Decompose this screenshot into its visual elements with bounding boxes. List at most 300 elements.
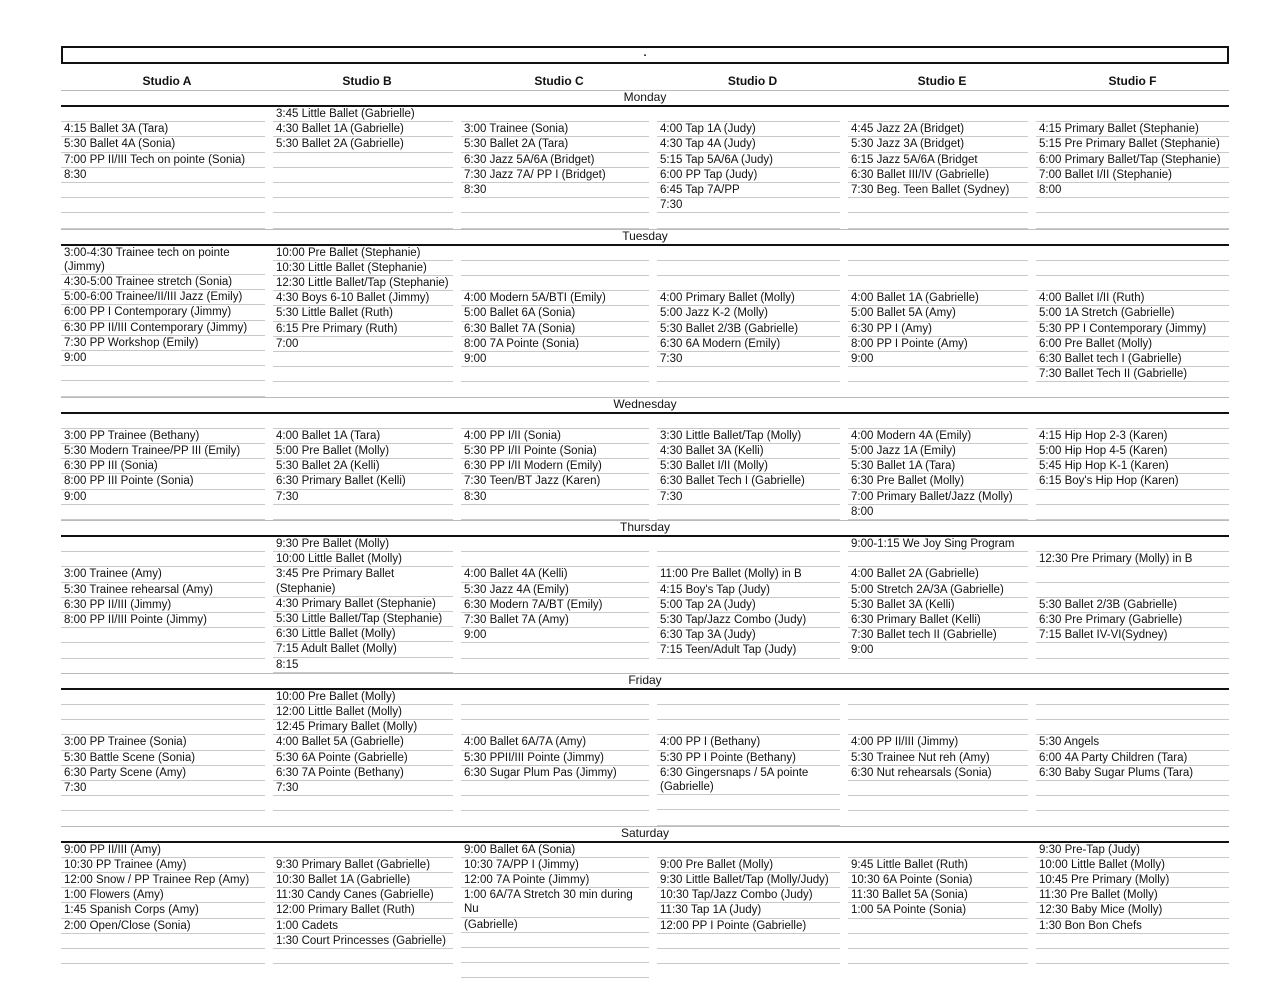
schedule-cell [461, 505, 649, 520]
schedule-cell: 10:30 Ballet 1A (Gabrielle) [273, 873, 453, 888]
schedule-cell [273, 414, 453, 429]
schedule-cell: 1:30 Court Princesses (Gabrielle) [273, 934, 453, 949]
schedule-cell [273, 505, 453, 520]
schedule-cell [657, 949, 840, 964]
schedule-cell [1036, 643, 1229, 658]
schedule-cell: 5:30 PPII/III Pointe (Jimmy) [461, 751, 649, 766]
schedule-cell: 4:00 Ballet 4A (Kelli) [461, 567, 649, 582]
schedule-cell [61, 949, 265, 964]
schedule-cell: 5:30 Ballet 3A (Kelli) [848, 598, 1028, 613]
schedule-cell: 9:00 Ballet 6A (Sonia) [461, 843, 649, 858]
schedule-cell [273, 183, 453, 198]
schedule-cell: 5:30 Modern Trainee/PP III (Emily) [61, 444, 265, 459]
studio-column [657, 843, 848, 979]
schedule-cell: 6:30 Gingersnaps / 5A pointe (Gabrielle) [657, 766, 840, 795]
schedule-cell [61, 366, 265, 381]
schedule-cell [61, 552, 265, 567]
schedule-cell [61, 628, 265, 643]
schedule-cell: 8:00 PP I Pointe (Amy) [848, 337, 1028, 352]
studio-column [657, 107, 848, 229]
schedule-cell: 4:00 Ballet 5A (Gabrielle) [273, 735, 453, 750]
schedule-cell: 5:30 6A Pointe (Gabrielle) [273, 751, 453, 766]
schedule-cell: 6:15 Pre Primary (Ruth) [273, 322, 453, 337]
schedule-cell [273, 168, 453, 183]
schedule-cell: 1:00 Flowers (Amy) [61, 888, 265, 903]
schedule-cell [1036, 414, 1229, 429]
schedule-cell: 5:00 Ballet 5A (Amy) [848, 306, 1028, 321]
schedule-cell: 8:00 [1036, 183, 1229, 198]
schedule-cell [1036, 107, 1229, 122]
schedule-cell [657, 810, 840, 825]
day-band-monday: Monday [61, 90, 1229, 107]
schedule-cell: 10:30 6A Pointe (Sonia) [848, 873, 1028, 888]
schedule-cell: (Gabrielle) [461, 918, 649, 933]
schedule-cell [461, 552, 649, 567]
studio-column [61, 246, 273, 397]
schedule-cell [1036, 490, 1229, 505]
schedule-cell: 4:00 Ballet 1A (Tara) [273, 429, 453, 444]
studio-column [1036, 690, 1229, 826]
schedule-cell: 10:30 7A/PP I (Jimmy) [461, 858, 649, 873]
schedule-cell [461, 948, 649, 963]
schedule-cell: 5:15 Tap 5A/6A (Judy) [657, 153, 840, 168]
schedule-cell [848, 213, 1028, 228]
schedule-cell: 6:15 Boy's Hip Hop (Karen) [1036, 474, 1229, 489]
studio-column [1036, 843, 1229, 979]
schedule-cell: 5:30 Ballet 1A (Tara) [848, 459, 1028, 474]
schedule-cell [1036, 705, 1229, 720]
schedule-cell: 7:30 [273, 490, 453, 505]
schedule-cell: 4:00 PP I (Bethany) [657, 735, 840, 750]
schedule-cell [1036, 583, 1229, 598]
schedule-cell: 6:00 PP I Contemporary (Jimmy) [61, 305, 265, 320]
schedule-cell: 3:00 PP Trainee (Bethany) [61, 429, 265, 444]
studio-column [273, 690, 461, 826]
schedule-cell [848, 690, 1028, 705]
schedule-cell: 3:45 Pre Primary Ballet (Stephanie) [273, 567, 453, 596]
schedule-cell [461, 690, 649, 705]
schedule-cell: 4:30-5:00 Trainee stretch (Sonia) [61, 275, 265, 290]
schedule-cell [61, 505, 265, 520]
schedule-cell [657, 261, 840, 276]
studio-column [461, 690, 657, 826]
schedule-cell [1036, 567, 1229, 582]
schedule-cell: 2:00 Open/Close (Sonia) [61, 919, 265, 934]
schedule-cell: 9:45 Little Ballet (Ruth) [848, 858, 1028, 873]
schedule-cell: 3:00 PP Trainee (Sonia) [61, 735, 265, 750]
schedule-cell [657, 505, 840, 520]
studio-column [657, 246, 848, 397]
schedule-cell [1036, 505, 1229, 520]
studio-column [1036, 107, 1229, 229]
schedule-cell [61, 796, 265, 811]
schedule-cell [848, 107, 1028, 122]
schedule-cell: 3:00-4:30 Trainee tech on pointe (Jimmy) [61, 246, 265, 275]
day-grid [61, 107, 1229, 229]
schedule-cell [657, 552, 840, 567]
studio-column [657, 414, 848, 520]
schedule-cell: 12:30 Pre Primary (Molly) in B [1036, 552, 1229, 567]
schedule-cell: 6:30 Little Ballet (Molly) [273, 627, 453, 642]
schedule-cell [61, 720, 265, 735]
studio-column [61, 537, 273, 673]
schedule-cell [1036, 213, 1229, 228]
studio-column [61, 843, 273, 979]
schedule-cell: 4:30 Ballet 1A (Gabrielle) [273, 122, 453, 137]
day-grid [61, 246, 1229, 397]
schedule-cell: 7:30 [657, 352, 840, 367]
schedule-cell [461, 720, 649, 735]
schedule-cell: 6:00 4A Party Children (Tara) [1036, 751, 1229, 766]
schedule-cell: 4:30 Primary Ballet (Stephanie) [273, 597, 453, 612]
schedule-cell: 1:45 Spanish Corps (Amy) [61, 903, 265, 918]
schedule-cell: 9:00 [461, 352, 649, 367]
schedule-cell: 6:30 Pre Ballet (Molly) [848, 474, 1028, 489]
schedule-cell [273, 796, 453, 811]
schedule-cell: 6:30 Party Scene (Amy) [61, 766, 265, 781]
schedule-cell [848, 246, 1028, 261]
schedule-cell: 9:30 Pre-Tap (Judy) [1036, 843, 1229, 858]
schedule-cell: 1:00 5A Pointe (Sonia) [848, 903, 1028, 918]
schedule-cell: 10:00 Little Ballet (Molly) [1036, 858, 1229, 873]
schedule-cell [461, 246, 649, 261]
schedule-cell: 7:00 Primary Ballet/Jazz (Molly) [848, 490, 1028, 505]
schedule-cell [461, 198, 649, 213]
schedule-cell: 4:00 PP II/III (Jimmy) [848, 735, 1028, 750]
schedule-cell: 6:30 PP II/III Contemporary (Jimmy) [61, 321, 265, 336]
schedule-cell: 4:15 Ballet 3A (Tara) [61, 122, 265, 137]
schedule-cell [273, 198, 453, 213]
studio-column [848, 107, 1036, 229]
schedule-cell [461, 367, 649, 382]
studio-header-row [61, 64, 1229, 90]
schedule-cell: 4:00 Ballet I/II (Ruth) [1036, 291, 1229, 306]
schedule-cell: 9:00 [848, 643, 1028, 658]
studio-column [273, 537, 461, 673]
schedule-cell: 4:00 PP I/II (Sonia) [461, 429, 649, 444]
schedule-cell: 12:00 7A Pointe (Jimmy) [461, 873, 649, 888]
schedule-cell [657, 690, 840, 705]
day-band-saturday: Saturday [61, 826, 1229, 843]
schedule-cell [657, 367, 840, 382]
schedule-cell [1036, 198, 1229, 213]
studio-column [61, 690, 273, 826]
schedule-cell: 6:30 Tap 3A (Judy) [657, 628, 840, 643]
schedule-cell: 5:30 Trainee Nut reh (Amy) [848, 751, 1028, 766]
schedule-cell [273, 352, 453, 367]
studio-column [848, 537, 1036, 673]
schedule-cell [848, 552, 1028, 567]
studio-header: Studio C [534, 74, 584, 88]
schedule-cell: 12:30 Baby Mice (Molly) [1036, 903, 1229, 918]
day-band-friday: Friday [61, 673, 1229, 690]
schedule-cell: 8:15 [273, 658, 453, 673]
schedule-cell [61, 934, 265, 949]
schedule-cell [273, 949, 453, 964]
schedule-cell [657, 843, 840, 858]
studio-column [61, 107, 273, 229]
schedule-cell: 5:00 Pre Ballet (Molly) [273, 444, 453, 459]
schedule-cell: 5:30 PP I/II Pointe (Sonia) [461, 444, 649, 459]
schedule-cell: 7:30 Jazz 7A/ PP I (Bridget) [461, 168, 649, 183]
schedule-cell: 5:30 PP I Contemporary (Jimmy) [1036, 322, 1229, 337]
studio-header: Studio B [342, 74, 392, 88]
schedule-cell: 6:30 Pre Primary (Gabrielle) [1036, 613, 1229, 628]
day-grid [61, 690, 1229, 826]
schedule-cell [461, 213, 649, 228]
schedule-cell: 6:30 PP I (Amy) [848, 322, 1028, 337]
schedule-cell [61, 643, 265, 658]
schedule-cell: 7:30 [61, 781, 265, 796]
schedule-cell: 11:30 Ballet 5A (Sonia) [848, 888, 1028, 903]
schedule-cell: 9:30 Primary Ballet (Gabrielle) [273, 858, 453, 873]
studio-column [273, 107, 461, 229]
schedule-cell [461, 537, 649, 552]
schedule-cell [61, 198, 265, 213]
schedule-cell [848, 705, 1028, 720]
schedule-cell: 4:00 Modern 5A/BTI (Emily) [461, 291, 649, 306]
studio-column [61, 414, 273, 520]
schedule-cell [461, 643, 649, 658]
studio-header: Studio D [727, 74, 778, 88]
schedule-cell [848, 934, 1028, 949]
studio-column [273, 843, 461, 979]
day-band-tuesday: Tuesday [61, 229, 1229, 246]
schedule-cell [848, 367, 1028, 382]
schedule-cell [61, 213, 265, 228]
schedule-cell: 5:30 Ballet I/II (Molly) [657, 459, 840, 474]
schedule-cell [61, 107, 265, 122]
schedule-cell: 12:45 Primary Ballet (Molly) [273, 720, 453, 735]
studio-column [848, 843, 1036, 979]
schedule-cell: 6:30 Ballet Tech I (Gabrielle) [657, 474, 840, 489]
schedule-cell: 6:30 Modern 7A/BT (Emily) [461, 598, 649, 613]
schedule-cell: 5:30 PP I Pointe (Bethany) [657, 751, 840, 766]
studio-column [848, 690, 1036, 826]
schedule-cell: 6:30 Jazz 5A/6A (Bridget) [461, 153, 649, 168]
schedule-cell [461, 261, 649, 276]
schedule-cell: 5:30 Ballet 2A (Kelli) [273, 459, 453, 474]
schedule-cell: 4:00 Tap 1A (Judy) [657, 122, 840, 137]
schedule-cell [461, 107, 649, 122]
schedule-cell [657, 705, 840, 720]
schedule-cell: 5:00 Tap 2A (Judy) [657, 598, 840, 613]
schedule-cell: 7:30 Ballet 7A (Amy) [461, 613, 649, 628]
schedule-cell [273, 367, 453, 382]
schedule-cell [461, 781, 649, 796]
schedule-cell: 5:00 Jazz K-2 (Molly) [657, 306, 840, 321]
day-band-wednesday: Wednesday [61, 397, 1229, 414]
schedule-cell: 6:30 Primary Ballet (Kelli) [273, 474, 453, 489]
day-sections [61, 90, 1229, 978]
day-grid [61, 537, 1229, 673]
schedule-cell: 6:00 Pre Ballet (Molly) [1036, 337, 1229, 352]
schedule-cell: 7:00 PP II/III Tech on pointe (Sonia) [61, 153, 265, 168]
schedule-cell: 5:30 Ballet 2/3B (Gabrielle) [657, 322, 840, 337]
schedule-cell: 10:00 Pre Ballet (Molly) [273, 690, 453, 705]
day-band-thursday: Thursday [61, 520, 1229, 537]
schedule-cell: 10:45 Pre Primary (Molly) [1036, 873, 1229, 888]
schedule-cell: 11:00 Pre Ballet (Molly) in B [657, 567, 840, 582]
schedule-cell: 4:00 Ballet 2A (Gabrielle) [848, 567, 1028, 582]
schedule-cell: 12:30 Little Ballet/Tap (Stephanie) [273, 276, 453, 291]
schedule-cell [657, 537, 840, 552]
schedule-cell: 12:00 Primary Ballet (Ruth) [273, 903, 453, 918]
studio-column [273, 246, 461, 397]
schedule-cell: 10:00 Pre Ballet (Stephanie) [273, 246, 453, 261]
schedule-cell: 8:00 PP III Pointe (Sonia) [61, 474, 265, 489]
schedule-cell [657, 934, 840, 949]
schedule-cell: 6:30 Ballet III/IV (Gabrielle) [848, 168, 1028, 183]
schedule-cell [657, 795, 840, 810]
schedule-cell: 7:15 Teen/Adult Tap (Judy) [657, 643, 840, 658]
schedule-cell: 5:30 Little Ballet/Tap (Stephanie) [273, 612, 453, 627]
schedule-cell: 7:15 Ballet IV-VI(Sydney) [1036, 628, 1229, 643]
schedule-cell: 4:15 Boy's Tap (Judy) [657, 583, 840, 598]
schedule-cell: 5:30 Trainee rehearsal (Amy) [61, 583, 265, 598]
schedule-cell: 6:30 PP II/III (Jimmy) [61, 598, 265, 613]
schedule-cell: 12:00 Snow / PP Trainee Rep (Amy) [61, 873, 265, 888]
schedule-cell: 5:30 Tap/Jazz Combo (Judy) [657, 613, 840, 628]
schedule-cell [848, 781, 1028, 796]
schedule-cell: 5:30 Ballet 4A (Sonia) [61, 137, 265, 152]
schedule-cell: 3:00 Trainee (Amy) [61, 567, 265, 582]
studio-column [848, 246, 1036, 397]
schedule-cell: 4:00 Modern 4A (Emily) [848, 429, 1028, 444]
schedule-cell: 5:00 Stretch 2A/3A (Gabrielle) [848, 583, 1028, 598]
schedule-cell [273, 213, 453, 228]
schedule-cell: 6:00 PP Tap (Judy) [657, 168, 840, 183]
schedule-cell: 7:30 Beg. Teen Ballet (Sydney) [848, 183, 1028, 198]
schedule-cell [61, 414, 265, 429]
schedule-cell: 7:30 [657, 490, 840, 505]
schedule-cell [848, 198, 1028, 213]
schedule-cell [273, 153, 453, 168]
schedule-cell: 7:30 Teen/BT Jazz (Karen) [461, 474, 649, 489]
schedule-cell [848, 720, 1028, 735]
schedule-cell: 8:30 [461, 183, 649, 198]
schedule-cell: 7:30 Ballet tech II (Gabrielle) [848, 628, 1028, 643]
schedule-cell [61, 705, 265, 720]
schedule-cell: 8:30 [61, 168, 265, 183]
studio-header: Studio F [1108, 74, 1157, 88]
schedule-cell: 6:30 Nut rehearsals (Sonia) [848, 766, 1028, 781]
schedule-cell: 4:15 Primary Ballet (Stephanie) [1036, 122, 1229, 137]
schedule-cell [61, 183, 265, 198]
schedule-cell: 4:15 Hip Hop 2-3 (Karen) [1036, 429, 1229, 444]
schedule-cell: 5:30 Angels [1036, 735, 1229, 750]
schedule-cell: 5:30 Ballet 2A (Tara) [461, 137, 649, 152]
schedule-cell: 5:30 Jazz 4A (Emily) [461, 583, 649, 598]
schedule-cell: 9:30 Little Ballet/Tap (Molly/Judy) [657, 873, 840, 888]
schedule-cell: 6:30 7A Pointe (Bethany) [273, 766, 453, 781]
studio-header: Studio A [142, 74, 192, 88]
schedule-cell: 11:30 Pre Ballet (Molly) [1036, 888, 1229, 903]
studio-header: Studio E [917, 74, 967, 88]
schedule-cell [1036, 796, 1229, 811]
schedule-cell: 5:30 Battle Scene (Sonia) [61, 751, 265, 766]
schedule-cell [1036, 781, 1229, 796]
schedule-cell: 7:30 PP Workshop (Emily) [61, 336, 265, 351]
studio-column [273, 414, 461, 520]
schedule-cell: 7:00 Ballet I/II (Stephanie) [1036, 168, 1229, 183]
studio-column [1036, 414, 1229, 520]
schedule-cell: 5:30 Jazz 3A (Bridget) [848, 137, 1028, 152]
studio-column [461, 107, 657, 229]
schedule-cell: 3:30 Little Ballet/Tap (Molly) [657, 429, 840, 444]
schedule-cell [461, 933, 649, 948]
schedule-cell: 4:30 Boys 6-10 Ballet (Jimmy) [273, 291, 453, 306]
schedule-cell: 6:30 Ballet 7A (Sonia) [461, 322, 649, 337]
schedule-cell [461, 963, 649, 978]
schedule-cell [273, 843, 453, 858]
schedule-cell: 6:00 Primary Ballet/Tap (Stephanie) [1036, 153, 1229, 168]
studio-column [1036, 537, 1229, 673]
schedule-cell: 1:00 6A/7A Stretch 30 min during Nu [461, 888, 649, 917]
schedule-cell [1036, 276, 1229, 291]
schedule-cell [848, 276, 1028, 291]
schedule-cell [657, 276, 840, 291]
schedule-cell: 8:00 [848, 505, 1028, 520]
schedule-cell [657, 246, 840, 261]
schedule-cell [1036, 537, 1229, 552]
schedule-cell: 9:00 PP II/III (Amy) [61, 843, 265, 858]
schedule-cell: 6:30 PP III (Sonia) [61, 459, 265, 474]
schedule-cell: 7:15 Adult Ballet (Molly) [273, 642, 453, 657]
studio-column [461, 537, 657, 673]
schedule-cell: 1:30 Bon Bon Chefs [1036, 919, 1229, 934]
schedule-cell: 4:30 Ballet 3A (Kelli) [657, 444, 840, 459]
schedule-cell: 5:45 Hip Hop K-1 (Karen) [1036, 459, 1229, 474]
schedule-cell: 7:30 [273, 781, 453, 796]
schedule-cell: 6:15 Jazz 5A/6A (Bridget [848, 153, 1028, 168]
schedule-cell [461, 414, 649, 429]
schedule-cell: 9:00 [61, 490, 265, 505]
schedule-cell [848, 843, 1028, 858]
schedule-cell [848, 919, 1028, 934]
schedule-cell [1036, 690, 1229, 705]
schedule-cell [657, 213, 840, 228]
schedule-cell: 9:30 Pre Ballet (Molly) [273, 537, 453, 552]
schedule-cell: 5:00 Ballet 6A (Sonia) [461, 306, 649, 321]
schedule-cell [61, 690, 265, 705]
schedule-cell: 5:00 Hip Hop 4-5 (Karen) [1036, 444, 1229, 459]
studio-column [657, 690, 848, 826]
studio-column [461, 414, 657, 520]
schedule-cell: 11:30 Candy Canes (Gabrielle) [273, 888, 453, 903]
schedule-cell: 6:30 Primary Ballet (Kelli) [848, 613, 1028, 628]
schedule-cell: 9:00 [848, 352, 1028, 367]
day-grid [61, 414, 1229, 520]
studio-column [461, 843, 657, 979]
schedule-cell: 6:45 Tap 7A/PP [657, 183, 840, 198]
schedule-cell: 5:15 Pre Primary Ballet (Stephanie) [1036, 137, 1229, 152]
schedule-cell: 4:00 Primary Ballet (Molly) [657, 291, 840, 306]
schedule-cell: 5:00 Jazz 1A (Emily) [848, 444, 1028, 459]
schedule-cell: 4:30 Tap 4A (Judy) [657, 137, 840, 152]
schedule-cell: 10:00 Little Ballet (Molly) [273, 552, 453, 567]
schedule-cell: 10:30 PP Trainee (Amy) [61, 858, 265, 873]
schedule-cell: 11:30 Tap 1A (Judy) [657, 903, 840, 918]
schedule-cell: 7:30 Ballet Tech II (Gabrielle) [1036, 367, 1229, 382]
schedule-cell: 10:30 Little Ballet (Stephanie) [273, 261, 453, 276]
schedule-cell [61, 381, 265, 396]
schedule-cell: 8:00 PP II/III Pointe (Jimmy) [61, 613, 265, 628]
schedule-cell: 6:30 6A Modern (Emily) [657, 337, 840, 352]
schedule-cell [461, 276, 649, 291]
schedule-cell: 1:00 Cadets [273, 919, 453, 934]
schedule-cell [848, 414, 1028, 429]
